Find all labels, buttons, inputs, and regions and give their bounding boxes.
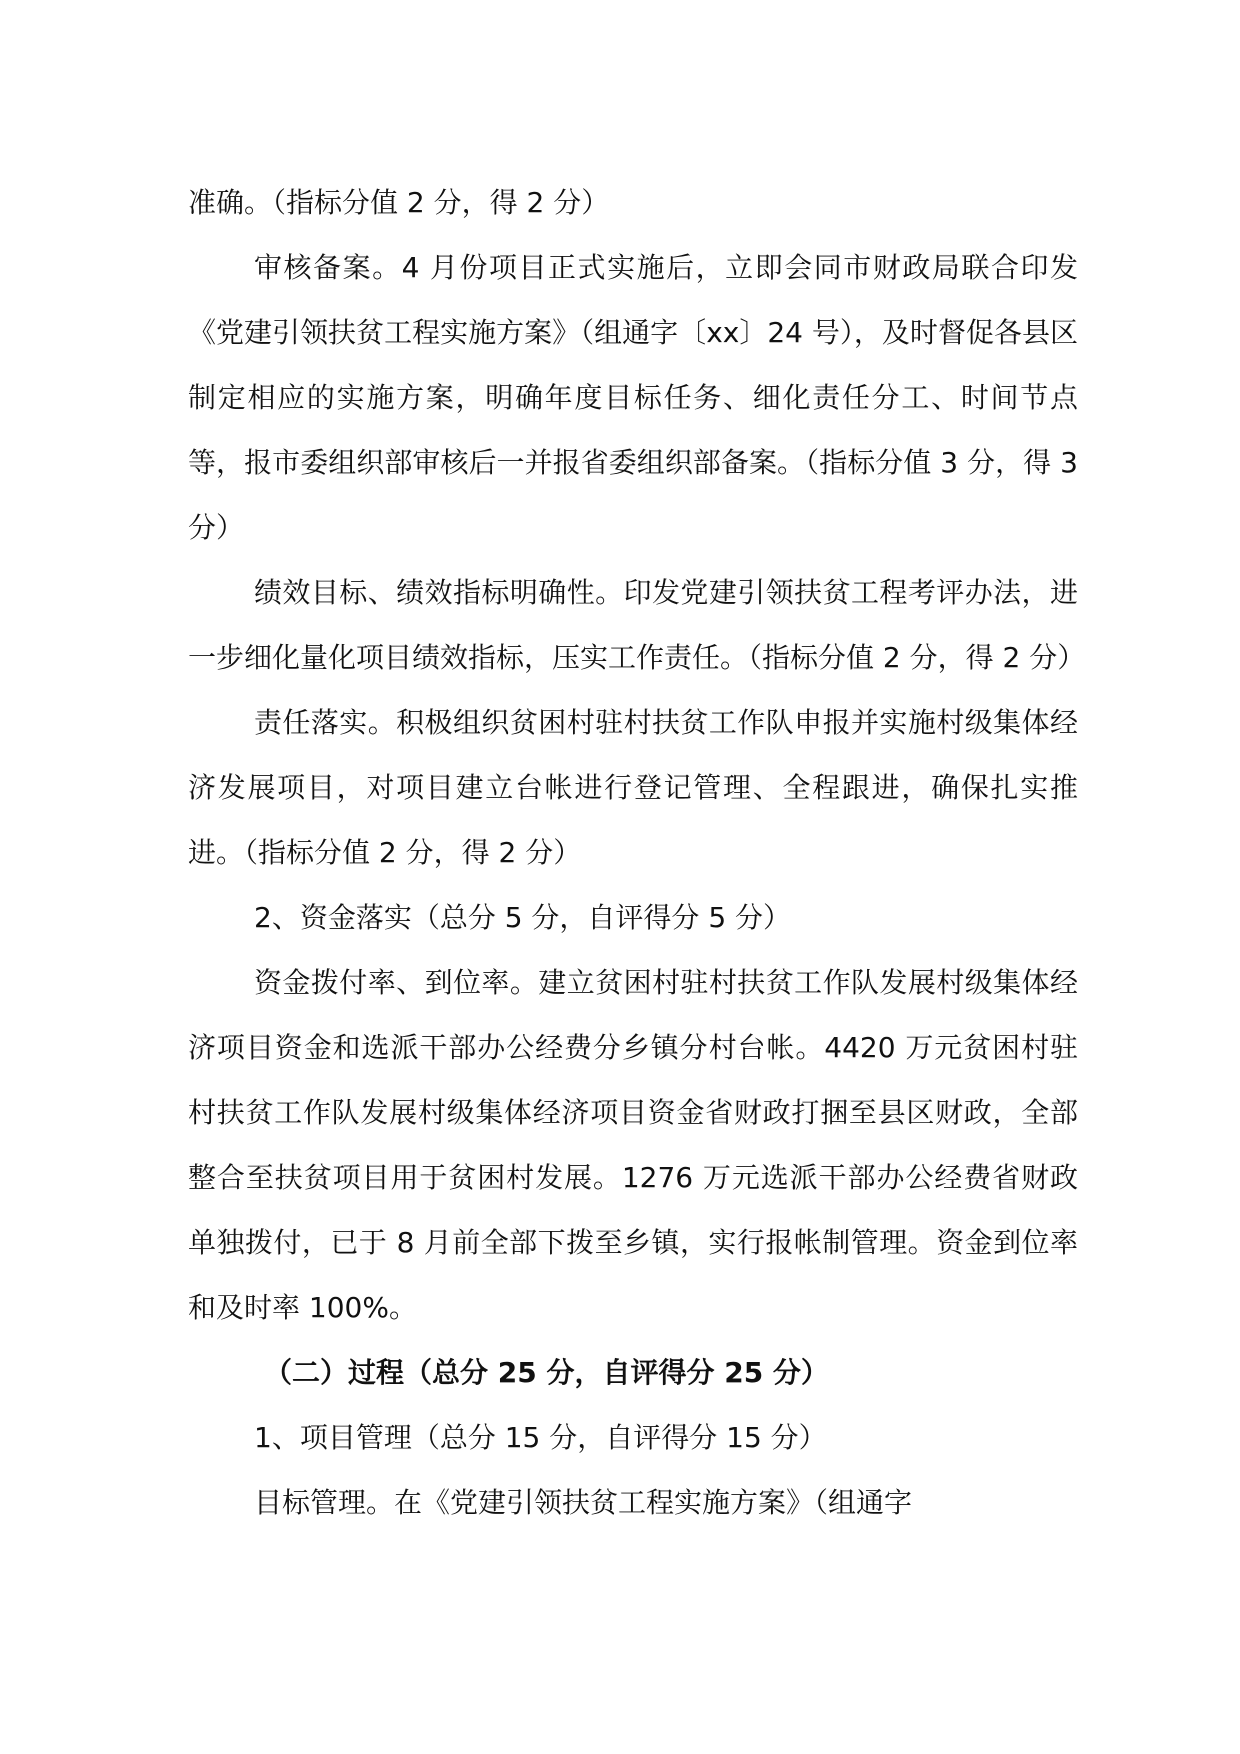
paragraph-9: 目标管理。在《党建引领扶贫工程实施方案》（组通字 <box>254 1486 913 1519</box>
paragraph-2: 审核备案。4 月份项目正式实施后，立即会同市财政局联合印发《党建引领扶贫工程实施方案》（组通字〔xx〕24 号），及时督促各县区制定相应的实施方案，明确年度目标任务、细化责任分工、时间节点等，报市委组织部审核后一并报省委组织部备案。（指标分值 3 分，得 3 分） <box>188 251 1078 544</box>
paragraph-4: 责任落实。积极组织贫困村驻村扶贫工作队申报并实施村级集体经济发展项目，对项目建立台帐进行登记管理、全程跟进，确保扎实推进。（指标分值 2 分，得 2 分） <box>188 706 1078 869</box>
section-heading: （二）过程（总分 25 分，自评得分 25 分） <box>264 1356 829 1389</box>
paragraph-3: 绩效目标、绩效指标明确性。印发党建引领扶贫工程考评办法，进一步细化量化项目绩效指标，压实工作责任。（指标分值 2 分，得 2 分） <box>188 576 1086 674</box>
paragraph-8: 1、项目管理（总分 15 分，自评得分 15 分） <box>254 1421 827 1454</box>
paragraph-6: 资金拨付率、到位率。建立贫困村驻村扶贫工作队发展村级集体经济项目资金和选派干部办公经费分乡镇分村台帐。4420 万元贫困村驻村扶贫工作队发展村级集体经济项目资金省财政打捆至县区财政，全部整合至扶贫项目用于贫困村发展。1276 万元选派干部办公经费省财政单独拨付，已于 8 月前全部下拨至乡镇，实行报帐制管理。资金到位率和及时率 100%。 <box>188 966 1078 1324</box>
paragraph-1: 准确。（指标分值 2 分，得 2 分） <box>188 186 610 219</box>
document-body <box>188 170 1086 1535</box>
paragraph-5: 2、资金落实（总分 5 分，自评得分 5 分） <box>254 901 792 934</box>
